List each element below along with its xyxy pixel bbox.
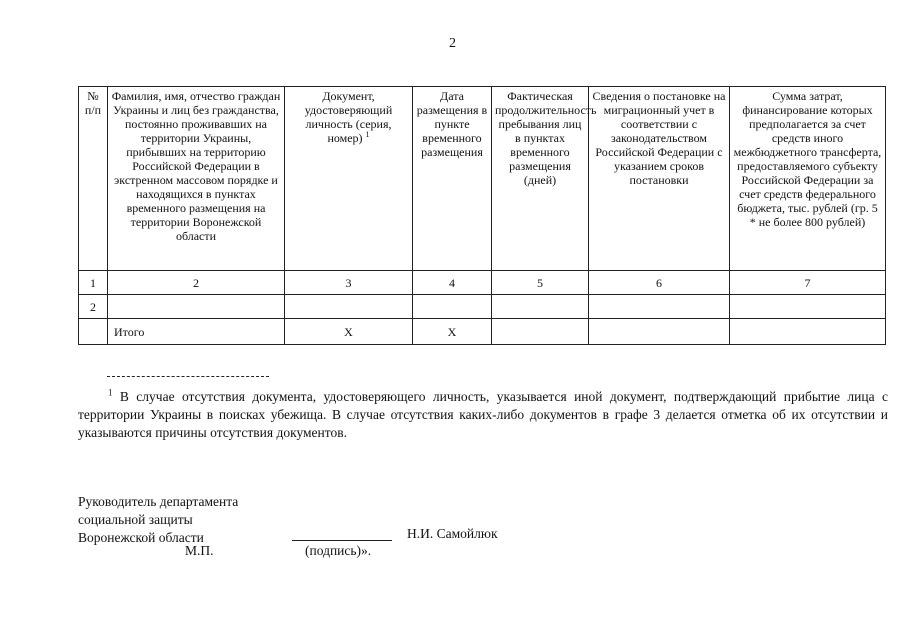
position-line: социальной защиты	[78, 512, 193, 527]
col-header-fullname: Фамилия, имя, отчество граждан Украины и лиц без гражданства, постоянно проживавших на территории Украины, прибывших на территорию Российской Федерации в экстренном массовом порядке и находящихся в пунктах временного размещения на территории Воронежской области	[108, 87, 285, 271]
footnote-divider	[107, 376, 269, 377]
column-number: 5	[492, 271, 589, 295]
column-number: 3	[285, 271, 413, 295]
total-label: Итого	[108, 319, 285, 345]
table-cell	[79, 319, 108, 345]
column-number: 1	[79, 271, 108, 295]
column-number: 7	[730, 271, 886, 295]
table-header-row	[79, 87, 886, 271]
column-number: 4	[413, 271, 492, 295]
footnote	[78, 388, 888, 442]
signature-line	[292, 540, 392, 541]
col-header-document-text: Документ, удостоверяющий личность (серия, номер)	[304, 89, 393, 145]
footnote-number: 1	[108, 387, 113, 398]
col-header-number: № п/п	[79, 87, 108, 271]
position-line: Воронежской области	[78, 530, 204, 545]
total-cell	[492, 319, 589, 345]
col-header-migration: Сведения о постановке на миграционный учет в соответствии с законодательством Российской Федерации с указанием сроков постановки	[589, 87, 730, 271]
stamp-label: М.П.	[185, 543, 214, 558]
total-cell: X	[285, 319, 413, 345]
total-cell	[589, 319, 730, 345]
table-cell: 2	[79, 295, 108, 319]
signatory-name: Н.И. Самойлюк	[407, 526, 498, 541]
column-number: 6	[589, 271, 730, 295]
table-cell	[413, 295, 492, 319]
footnote-mark: 1	[365, 130, 370, 139]
table-cell	[492, 295, 589, 319]
col-header-costs: Сумма затрат, финансирование которых предполагается за счет средств иного межбюджетного трансферта, предоставляемого субъекту Российской Федерации за счет средств федерального бюджета, тыс. рублей (гр. 5 * не более 800 рублей)	[730, 87, 886, 271]
signature-caption: (подпись)».	[305, 543, 372, 558]
footnote-text: В случае отсутствия документа, удостоверяющего личность, указывается иной документ, подтверждающий прибытие лица с территории Украины в поисках убежища. В случае отсутствия каких-либо документов в графе 3 делается отметка об их отсутствии и указываются причины отсутствия документов.	[78, 389, 889, 440]
table-cell	[108, 295, 285, 319]
table-cell	[285, 295, 413, 319]
total-cell	[730, 319, 886, 345]
position-line: Руководитель департамента	[78, 494, 239, 509]
column-number-row	[79, 271, 886, 295]
table-cell	[589, 295, 730, 319]
col-header-date: Дата размещения в пункте временного размещения	[413, 87, 492, 271]
column-number: 2	[108, 271, 285, 295]
report-table	[78, 86, 886, 345]
col-header-duration: Фактическая продолжительность пребывания лиц в пунктах временного размещения (дней)	[492, 87, 589, 271]
page-number: 2	[449, 36, 456, 51]
total-row	[79, 319, 886, 345]
col-header-document	[285, 87, 413, 271]
total-cell: X	[413, 319, 492, 345]
signatory-position	[78, 493, 238, 547]
table-cell	[730, 295, 886, 319]
table-row	[79, 295, 886, 319]
